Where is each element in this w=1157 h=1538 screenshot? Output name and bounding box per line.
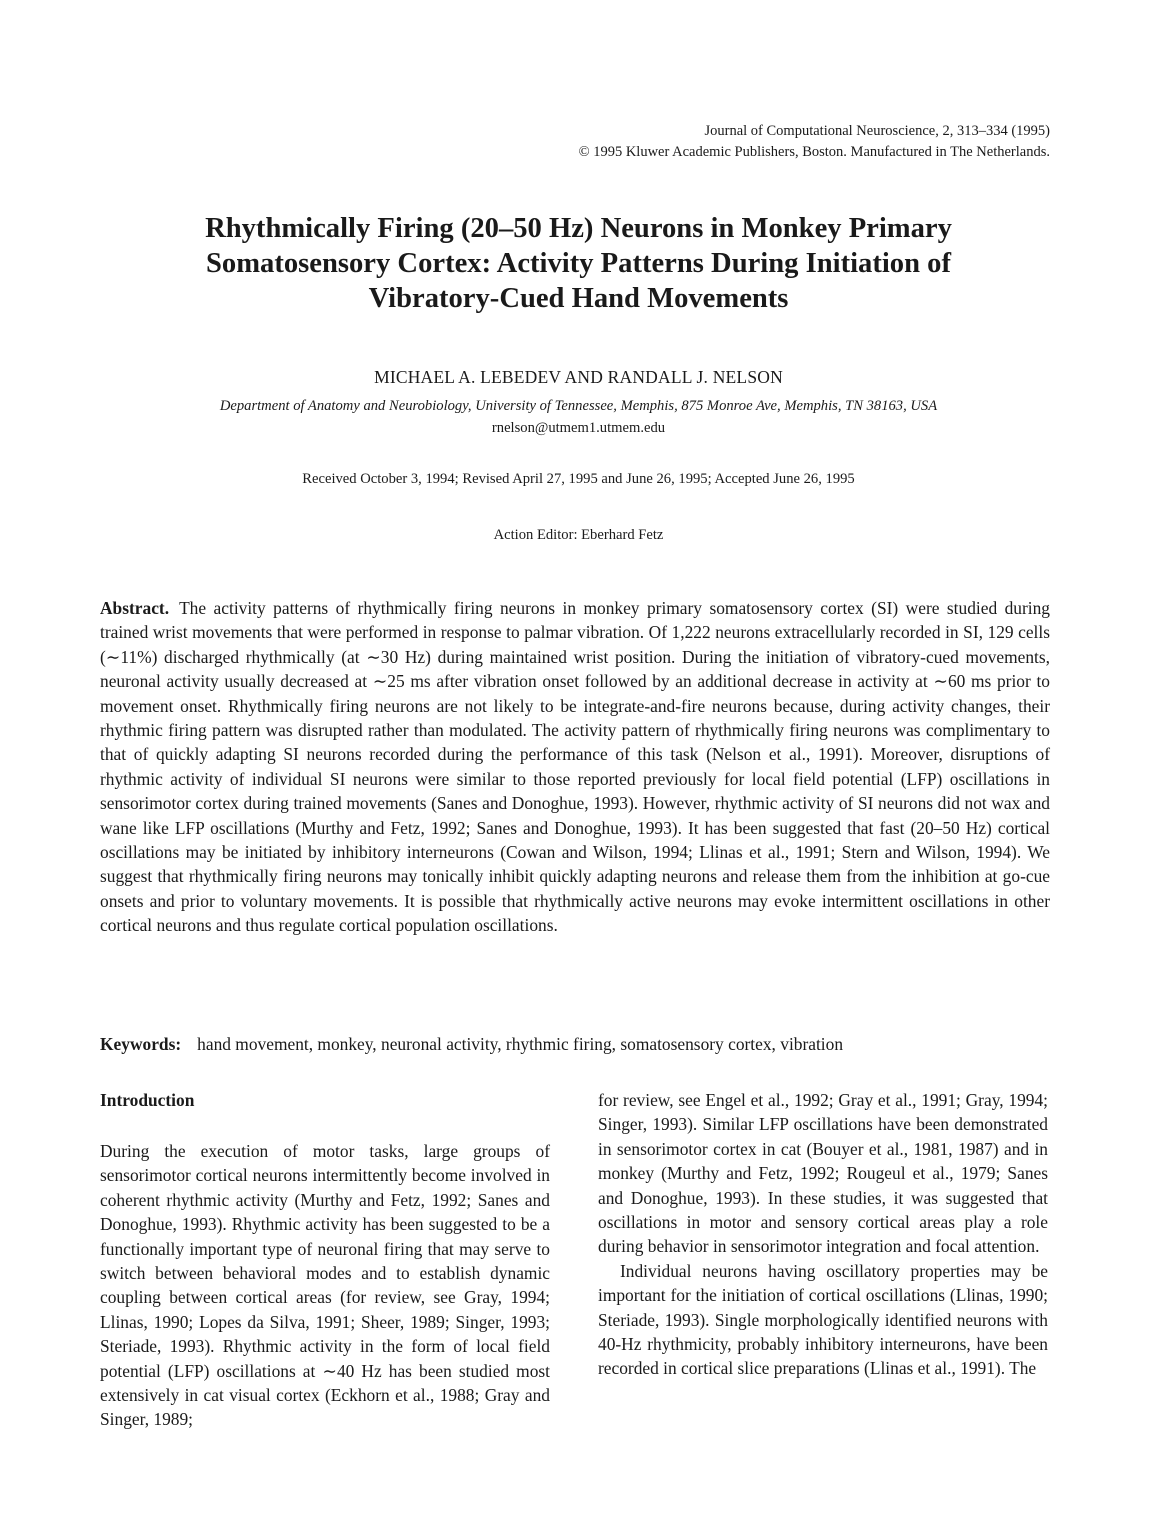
copyright-line: © 1995 Kluwer Academic Publishers, Boston. Manufactured in The Netherlands.: [578, 144, 1050, 160]
body-column-left: [100, 1088, 550, 1432]
title-line-2: Somatosensory Cortex: Activity Patterns During Initiation of: [206, 248, 951, 279]
abstract: [100, 596, 1050, 938]
submission-dates: Received October 3, 1994; Revised April 27, 1995 and June 26, 1995; Accepted June 26, 1995: [302, 471, 855, 487]
affiliation: Department of Anatomy and Neurobiology, University of Tennessee, Memphis, 875 Monroe Ave, Memphis, TN 38163, USA: [219, 398, 938, 414]
keywords-label: Keywords:: [100, 1034, 182, 1054]
author-list: MICHAEL A. LEBEDEV AND RANDALL J. NELSON: [374, 367, 783, 387]
paper-title: [100, 211, 1057, 316]
abstract-label: Abstract.: [100, 598, 170, 618]
paragraph: for review, see Engel et al., 1992; Gray et al., 1991; Gray, 1994; Singer, 1993). Similar LFP oscillations have been demonstrated in sensorimotor cortex in cat (Bouyer et al., 1981, 1987) and in monkey (Murthy and Fetz, 1992; Rougeul et al., 1979; Sanes and Donoghue, 1993). In these studies, it was suggested that oscillations in motor and sensory cortical areas play a role during behavior in sensorimotor integration and focal attention.: [598, 1090, 1048, 1257]
abstract-text: The activity patterns of rhythmically firing neurons in monkey primary somatosensory cortex (SI) were studied during trained wrist movements that were performed in response to palmar vibration. Of 1,222 neurons extracellularly recorded in SI, 129 cells (∼11%) discharged rhythmically (at ∼30 Hz) during maintained wrist position. During the initiation of vibratory-cued movements, neuronal activity usually decreased at ∼25 ms after vibration onset followed by an additional decrease in activity at ∼60 ms prior to movement onset. Rhythmically firing neurons are not likely to be integrate-and-fire neurons because, during activity changes, their rhythmic firing pattern was disrupted rather than modulated. The activity pattern of rhythmically firing neurons was complimentary to that of quickly adapting SI neurons recorded during the performance of this task (Nelson et al., 1991). Moreover, disruptions of rhythmic activity of individual SI neurons were similar to those reported previously for local field potential (LFP) oscillations in sensorimotor cortex during trained movements (Sanes and Donoghue, 1993). However, rhythmic activity of SI neurons did not wax and wane like LFP oscillations (Murthy and Fetz, 1992; Sanes and Donoghue, 1993). It has been suggested that fast (20–50 Hz) cortical oscillations may be initiated by inhibitory interneurons (Cowan and Wilson, 1994; Llinas et al., 1991; Stern and Wilson, 1994). We suggest that rhythmically firing neurons may tonically inhibit quickly adapting neurons and release them from the inhibition at go-cue onsets and prior to voluntary movements. It is possible that rhythmically active neurons may evoke intermittent oscillations in other cortical neurons and thus regulate cortical population oscillations.: [100, 598, 1050, 936]
journal-citation: [410, 121, 1050, 163]
section-heading-introduction: Introduction: [100, 1090, 195, 1110]
title-line-1: Rhythmically Firing (20–50 Hz) Neurons in Monkey Primary: [205, 213, 952, 244]
keywords-text: hand movement, monkey, neuronal activity, rhythmic firing, somatosensory cortex, vibration: [197, 1034, 844, 1054]
title-line-3: Vibratory-Cued Hand Movements: [368, 283, 789, 314]
contact-email: rnelson@utmem1.utmem.edu: [491, 420, 666, 436]
journal-line: Journal of Computational Neuroscience, 2, 313–334 (1995): [704, 123, 1050, 139]
keywords: [100, 1032, 1050, 1056]
action-editor: Action Editor: Eberhard Fetz: [493, 527, 664, 543]
body-column-right: [598, 1088, 1048, 1381]
paragraph: During the execution of motor tasks, large groups of sensorimotor cortical neurons intermittently become involved in coherent rhythmic activity (Murthy and Fetz, 1992; Sanes and Donoghue, 1993). Rhythmic activity has been suggested to be a functionally important type of neuronal firing that may serve to switch between behavioral modes and to establish dynamic coupling between cortical areas (for review, see Gray, 1994; Llinas, 1990; Lopes da Silva, 1991; Sheer, 1989; Singer, 1993; Steriade, 1993). Rhythmic activity in the form of local field potential (LFP) oscillations at ∼40 Hz has been studied most extensively in cat visual cortex (Eckhorn et al., 1988; Gray and Singer, 1989;: [100, 1141, 550, 1430]
paragraph: Individual neurons having oscillatory properties may be important for the initiation of cortical oscillations (Llinas, 1990; Steriade, 1993). Single morphologically identified neurons with 40-Hz rhythmicity, probably inhibitory interneurons, have been recorded in cortical slice preparations (Llinas et al., 1991). The: [598, 1260, 1048, 1379]
